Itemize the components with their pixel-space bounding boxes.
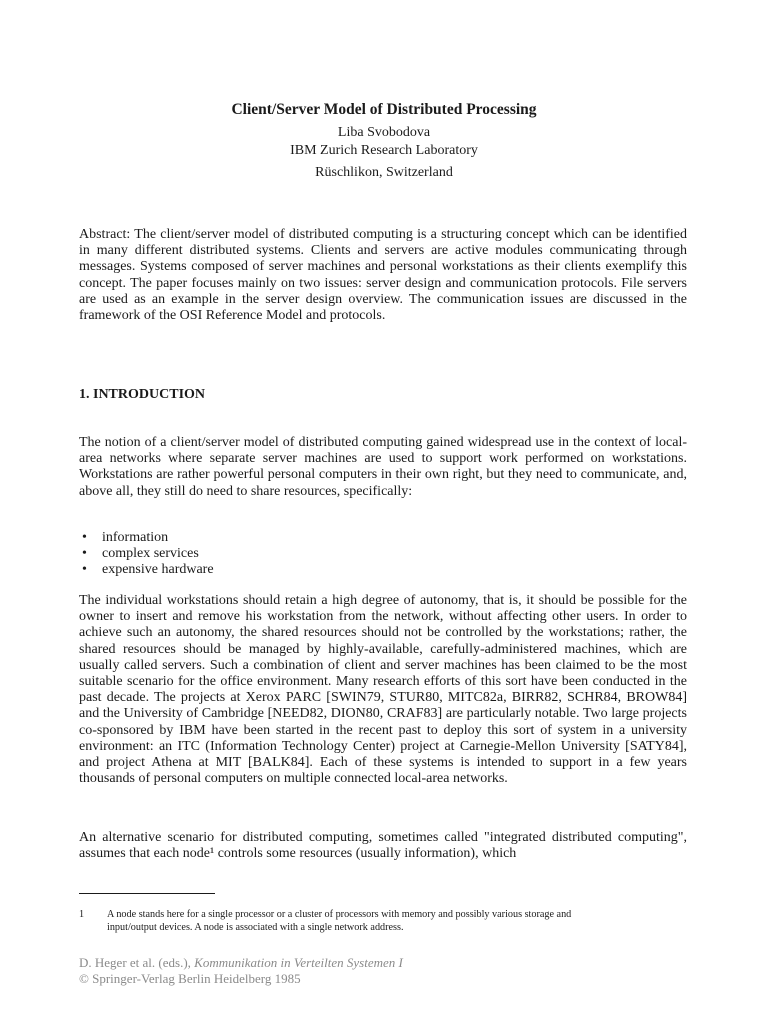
list-item (79, 530, 214, 546)
footnote (79, 909, 689, 934)
bullet-icon: • (82, 562, 87, 578)
abstract-paragraph: Abstract: The client/server model of distributed computing is a structuring concept which can be identified in many different distributed systems. Clients and servers are active modules communicating through messages. Systems composed of server machines and personal workstations as their clients exemplify this concept. The paper focuses mainly on two issues: server design and communication protocols. File servers are used as an example in the server design overview. The communication issues are discussed in the framework of the OSI Reference Model and protocols. (79, 227, 687, 324)
list-item-text: expensive hardware (102, 562, 214, 578)
intro-paragraph-1: The notion of a client/server model of distributed computing gained widespread use in the context of local-area networks where separate server machines are used to support work performed on workstations. Workstations are rather powerful personal computers in their own right, but they need to communicate, and, above all, they still do need to share resources, specifically: (79, 435, 687, 499)
list-item-text: information (102, 530, 169, 545)
copyright-line: © Springer-Verlag Berlin Heidelberg 1985 (79, 971, 301, 986)
intro-paragraph-2: The individual workstations should retain a high degree of autonomy, that is, it should be possible for the owner to insert and remove his workstation from the network, without affecting other users. In order to achieve such an autonomy, the shared resources should not be controlled by the workstations; rather, the shared resources should be managed by highly-available, carefully-administered machines, which are usually called servers. Such a combination of client and server machines has been claimed to be the most suitable scenario for the office environment. Many research efforts of this sort have been conducted in the past decade. The projects at Xerox PARC [SWIN79, STUR80, MITC82a, BIRR82, SCHR84, BROW84] and the University of Cambridge [NEED82, DION80, CRAF83] are particularly notable. Two large projects co-sponsored by IBM have been started in the recent past to deploy this sort of system in a university environment: an ITC (Information Technology Center) project at Carnegie-Mellon University [SATY84], and project Athena at MIT [BALK84]. Each of these systems is intended to support in a few years thousands of personal computers on multiple connected local-area networks. (79, 593, 687, 787)
author-name: Liba Svobodova (337, 125, 431, 140)
footnote-text-line-1: A node stands here for a single processor or a cluster of processors with memory and possibly various storage and (107, 909, 572, 920)
citation-line (79, 955, 403, 971)
footnote-divider (79, 893, 215, 894)
author-location: Rüschlikon, Switzerland (315, 165, 453, 180)
intro-paragraph-3: An alternative scenario for distributed computing, sometimes called "integrated distributed computing", assumes that each node¹ controls some resources (usually information), which (79, 830, 687, 862)
author-affiliation: IBM Zurich Research Laboratory (290, 143, 478, 158)
bullet-icon: • (82, 546, 87, 562)
section-heading-introduction: 1. INTRODUCTION (79, 387, 206, 402)
footnote-text-line-2: input/output devices. A node is associated with a single network address. (107, 921, 404, 933)
editors-text: D. Heger et al. (eds.), (79, 955, 195, 970)
paper-title: Client/Server Model of Distributed Processing (231, 101, 537, 118)
list-item-text: complex services (102, 546, 199, 562)
list-item (79, 562, 214, 578)
resource-bullet-list (79, 530, 214, 579)
list-item (79, 546, 214, 562)
book-title: Kommunikation in Verteilten Systemen I (194, 955, 403, 970)
footnote-mark: 1 (79, 909, 85, 920)
publisher-info (79, 955, 403, 987)
bullet-icon: • (82, 530, 87, 545)
